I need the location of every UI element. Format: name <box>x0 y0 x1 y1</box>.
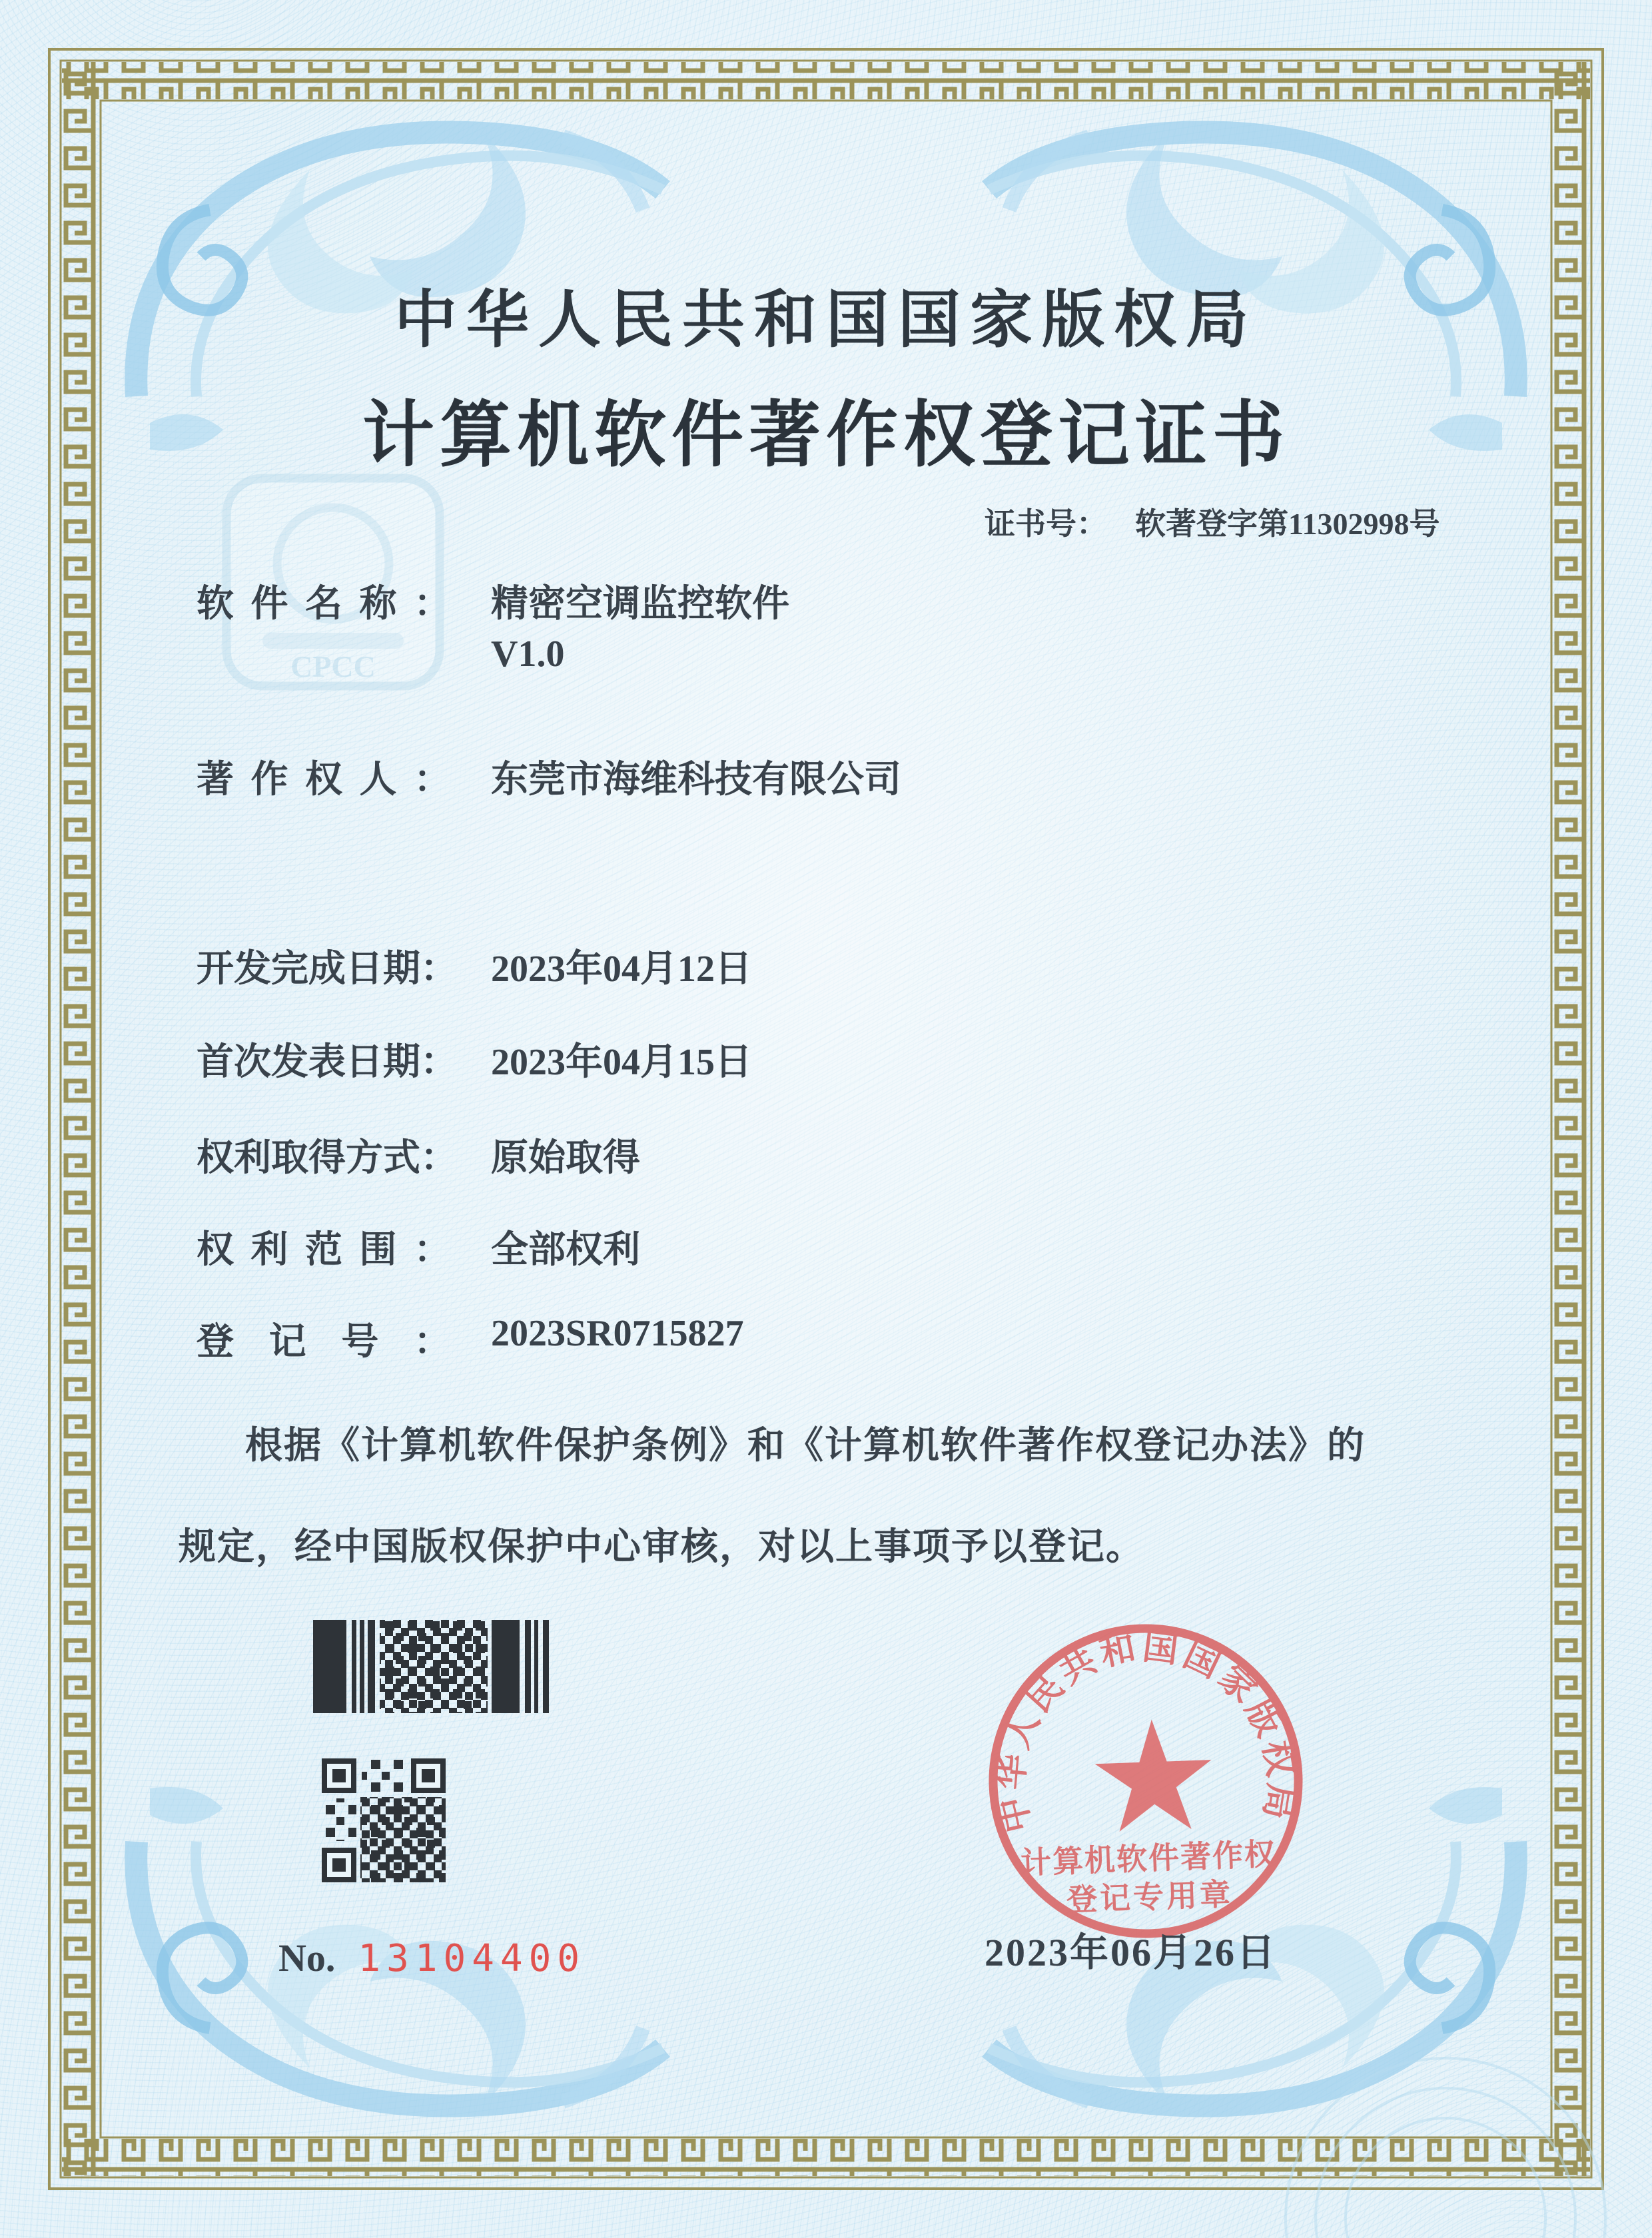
certificate-number-label: 证书号： <box>985 507 1107 541</box>
certificate-number-row <box>985 500 1440 544</box>
official-seal <box>979 1615 1312 1948</box>
serial-number: 13104400 <box>358 1937 586 1980</box>
seal-star <box>1093 1718 1214 1832</box>
issue-date: 2023年06月26日 <box>985 1931 1278 1974</box>
field-row-first-publish-date <box>197 1032 752 1086</box>
certificate-title: 计算机软件著作权登记证书 <box>362 396 1290 476</box>
seal-text-line1: 计算机软件著作权 <box>1020 1837 1277 1880</box>
field-label: 权 利 范 围 ： <box>197 1230 451 1271</box>
cpcc-watermark-text: CPCC <box>290 649 376 683</box>
serial-number-row <box>278 1936 586 1980</box>
field-value: 2023年04月12日 <box>491 948 752 990</box>
field-value: 东莞市海维科技有限公司 <box>491 759 901 801</box>
field-row-right-acquisition <box>197 1128 640 1182</box>
field-row-copyright-owner <box>197 750 901 803</box>
certificate-number-value: 软著登字第11302998号 <box>1135 507 1440 541</box>
authority-title: 中华人民共和国国家版权局 <box>394 286 1258 355</box>
statement-line2: 规定，经中国版权保护中心审核，对以上事项予以登记。 <box>179 1527 1144 1568</box>
field-value: 精密空调监控软件 <box>491 583 789 625</box>
barcode <box>313 1620 553 1713</box>
field-row-software-name <box>197 574 789 627</box>
serial-prefix: No. <box>278 1936 336 1980</box>
field-label: 首 次 发 表 日 期 ： <box>197 1042 458 1083</box>
field-value: 2023SR0715827 <box>491 1313 744 1354</box>
field-label: 登 记 号 ： <box>197 1321 451 1363</box>
field-value: 全部权利 <box>491 1230 640 1271</box>
field-row-right-scope <box>197 1220 640 1274</box>
field-label: 软 件 名 称 ： <box>197 583 451 625</box>
software-version: V1.0 <box>491 633 565 675</box>
field-label: 开 发 完 成 日 期 ： <box>197 948 458 990</box>
field-label: 权 利 取 得 方 式 ： <box>197 1138 458 1179</box>
field-row-dev-complete-date <box>197 939 752 992</box>
statement-line1: 根据《计算机软件保护条例》和《计算机软件著作权登记办法》的 <box>245 1425 1366 1467</box>
field-value: 2023年04月15日 <box>491 1042 752 1083</box>
seal-text-line2: 登记专用章 <box>1066 1877 1234 1918</box>
qr-code <box>322 1758 446 1882</box>
field-row-registration-number <box>197 1312 744 1365</box>
field-label: 著 作 权 人 ： <box>197 759 451 801</box>
field-value: 原始取得 <box>491 1138 640 1179</box>
seal-ring-text: 中华人民共和国国家版权局 <box>991 1627 1300 1836</box>
